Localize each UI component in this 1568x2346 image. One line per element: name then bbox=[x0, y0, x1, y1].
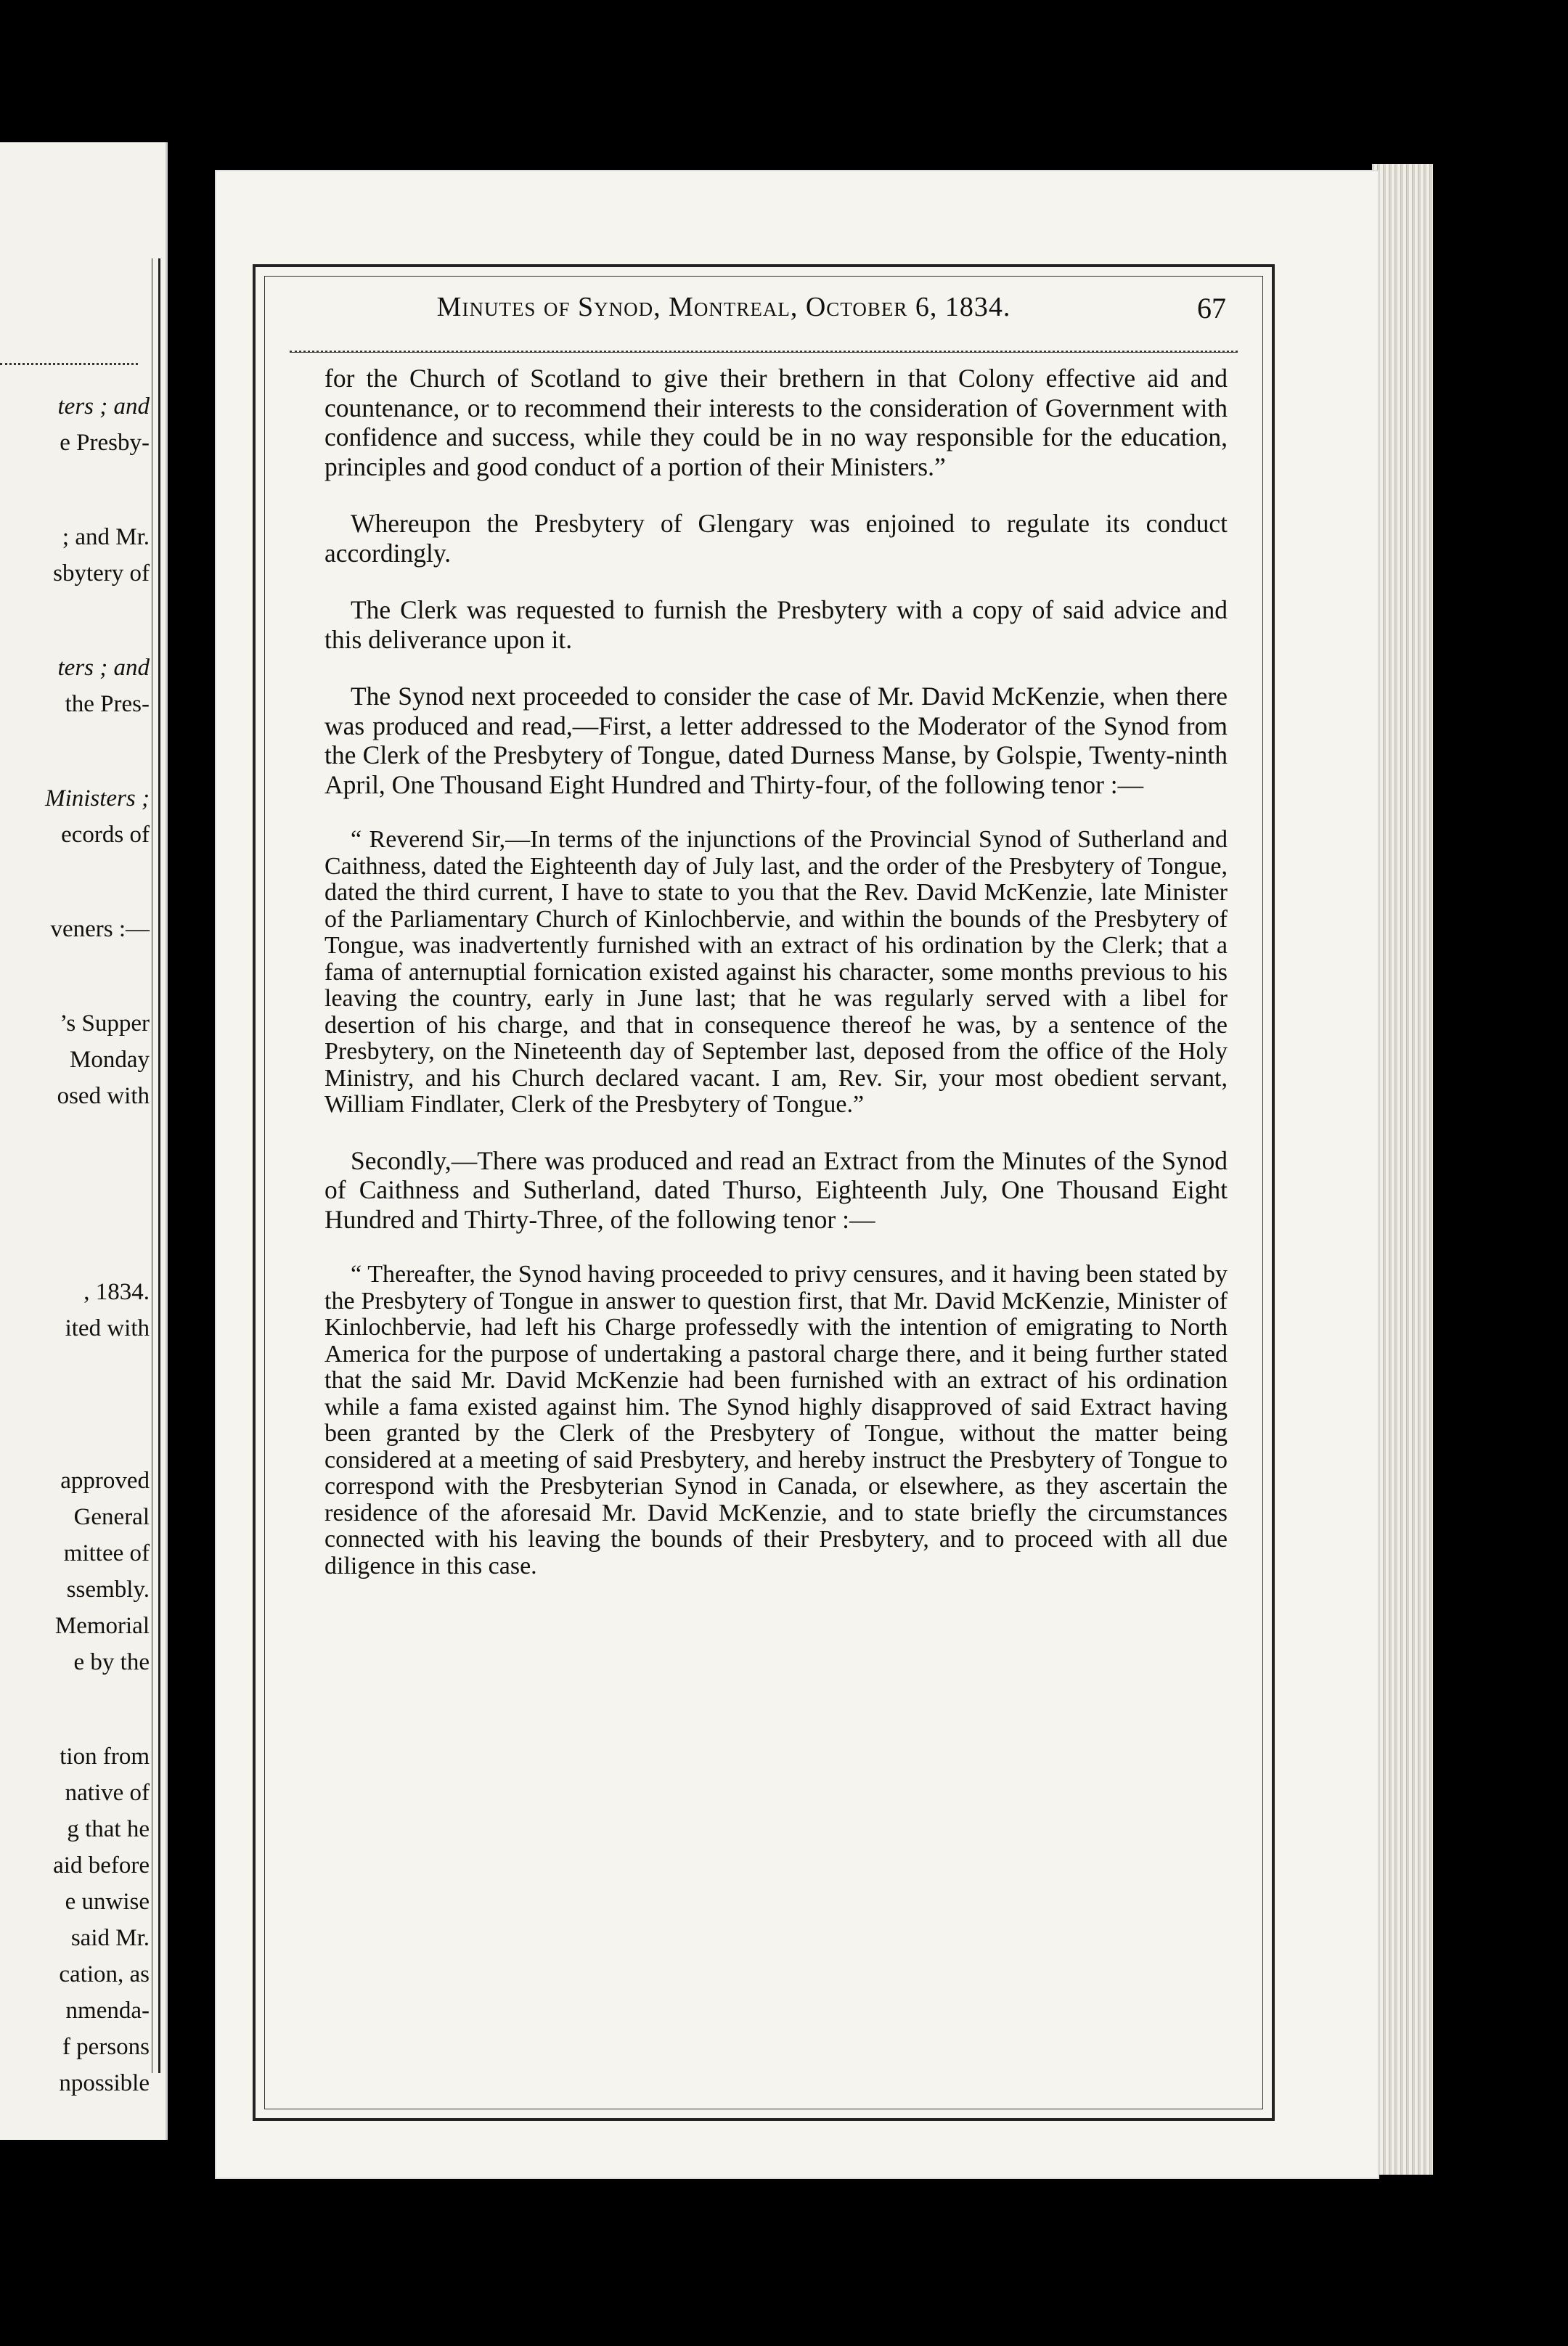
paragraph: The Synod next proceeded to consider the case of Mr. David McKenzie, when there was produced and read,—First, a letter addressed to the Moderator of the Synod from the Clerk of the Presbytery of Tongue, dated Durness Manse, by Golspie, Twenty-ninth April, One Thousand Eight Hundred and Thirty-four, of the following tenor :— bbox=[324, 682, 1228, 799]
facing-page-line: General bbox=[73, 1504, 150, 1530]
facing-page-line: ; and Mr. bbox=[62, 524, 150, 550]
facing-page-line: e Presby- bbox=[60, 430, 150, 456]
page-border bbox=[253, 264, 1275, 2121]
facing-page-line: sbytery of bbox=[53, 560, 150, 586]
facing-page-line: mittee of bbox=[63, 1540, 150, 1566]
facing-page-fragment bbox=[0, 142, 168, 2140]
paragraph: The Clerk was requested to furnish the Presbytery with a copy of said advice and this deliverance upon it. bbox=[324, 595, 1228, 654]
quoted-letter: “ Reverend Sir,—In terms of the injunctions of the Provincial Synod of Sutherland and Caithness, dated the Eighteenth day of July last, and the order of the Presbytery of Tongue, dated the third current, I have to state to you that the Rev. David McKenzie, late Minister of the Parliamentary Church of Kinlochbervie, and within the bounds of the Presbytery of Tongue, was inadvertently furnished with an extract of his ordination by the Clerk; that a fama of anternuptial fornication existed against his character, some months previous to his leaving the country, early in June last; that he was regularly served with a libel for desertion of his charge, and that in consequence thereof he was, by a sentence of the Presbytery, on the Nineteenth day of September last, deposed from the office of the Holy Ministry, and his Church declared vacant. I am, Rev. Sir, your most obedient servant, William Findlater, Clerk of the Presbytery of Tongue.” bbox=[324, 826, 1228, 1118]
facing-page-line: ’s Supper bbox=[60, 1010, 150, 1037]
facing-page-line: approved bbox=[60, 1468, 150, 1494]
facing-page-line: g that he bbox=[67, 1816, 150, 1842]
book-page bbox=[216, 171, 1378, 2178]
facing-page-line: Memorial bbox=[54, 1613, 150, 1639]
facing-page-line: ited with bbox=[65, 1315, 150, 1341]
running-title: Minutes of Synod, Montreal, October 6, 1834. bbox=[436, 292, 1011, 322]
facing-page-line: said Mr. bbox=[70, 1925, 150, 1951]
facing-page-line: Monday bbox=[70, 1047, 150, 1073]
facing-page-line: aid before bbox=[53, 1852, 150, 1879]
paragraph: Whereupon the Presbytery of Glengary was enjoined to regulate its conduct accordingly. bbox=[324, 509, 1228, 568]
page-inner-border bbox=[264, 276, 1263, 2109]
facing-page-line: the Pres- bbox=[65, 691, 150, 717]
facing-page-line: nmenda- bbox=[65, 1998, 150, 2024]
paragraph: for the Church of Scotland to give their brethern in that Colony effective aid and countenance, or to recommend their interests to the consideration of Government with confidence and success, while they could be in no way responsible for the education, principles and good conduct of a portion of their Ministers.” bbox=[324, 364, 1228, 481]
facing-page-line: e by the bbox=[73, 1649, 150, 1675]
facing-page-line: , 1834. bbox=[83, 1279, 150, 1305]
facing-page-line: ecords of bbox=[61, 822, 150, 848]
facing-page-line: cation, as bbox=[59, 1961, 150, 1987]
quoted-extract: “ Thereafter, the Synod having proceeded to privy censures, and it having been stated by the Presbytery of Tongue in answer to question first, that Mr. David McKenzie, Minister of Kinlochbervie, had left his Charge professedly with the intention of emigrating to North America for the purpose of undertaking a pastoral charge there, and it being further stated that the said Mr. David McKenzie had been furnished with an extract of his ordination while a fama existed against him. The Synod highly disapproved of said Extract having been granted by the Clerk of the Presbytery of Tongue, without the matter being considered at a meeting of said Presbytery, and hereby instruct the Presbytery of Tongue to correspond with the Presbyterian Synod in Canada, or elsewhere, as they ascertain the residence of the aforesaid Mr. David McKenzie, and to state briefly the circumstances connected with his leaving the bounds of their Presbytery, and to proceed with all due diligence in this case. bbox=[324, 1261, 1228, 1579]
facing-page-line: ters ; and bbox=[57, 393, 150, 420]
facing-page-line: e unwise bbox=[65, 1889, 150, 1915]
page-number: 67 bbox=[1197, 292, 1226, 324]
paragraph: Secondly,—There was produced and read an Extract from the Minutes of the Synod of Caithness and Sutherland, dated Thurso, Eighteenth July, One Thousand Eight Hundred and Thirty-Three, of the following tenor :— bbox=[324, 1145, 1228, 1234]
facing-page-line: osed with bbox=[57, 1083, 150, 1109]
facing-page-line: veners :— bbox=[50, 916, 150, 942]
facing-page-line: native of bbox=[65, 1780, 150, 1806]
facing-page-header-rule bbox=[0, 357, 138, 365]
facing-page-line: f persons bbox=[62, 2034, 150, 2060]
facing-page-line: ssembly. bbox=[66, 1577, 150, 1603]
page-block-edge bbox=[1372, 164, 1433, 2175]
facing-page-line: npossible bbox=[59, 2070, 150, 2096]
facing-page-line: ters ; and bbox=[57, 655, 150, 681]
facing-page-line: Ministers ; bbox=[45, 785, 150, 812]
facing-page-line: tion from bbox=[60, 1744, 150, 1770]
running-head bbox=[294, 291, 1233, 332]
body-text bbox=[324, 364, 1228, 1579]
header-rule bbox=[290, 343, 1238, 353]
